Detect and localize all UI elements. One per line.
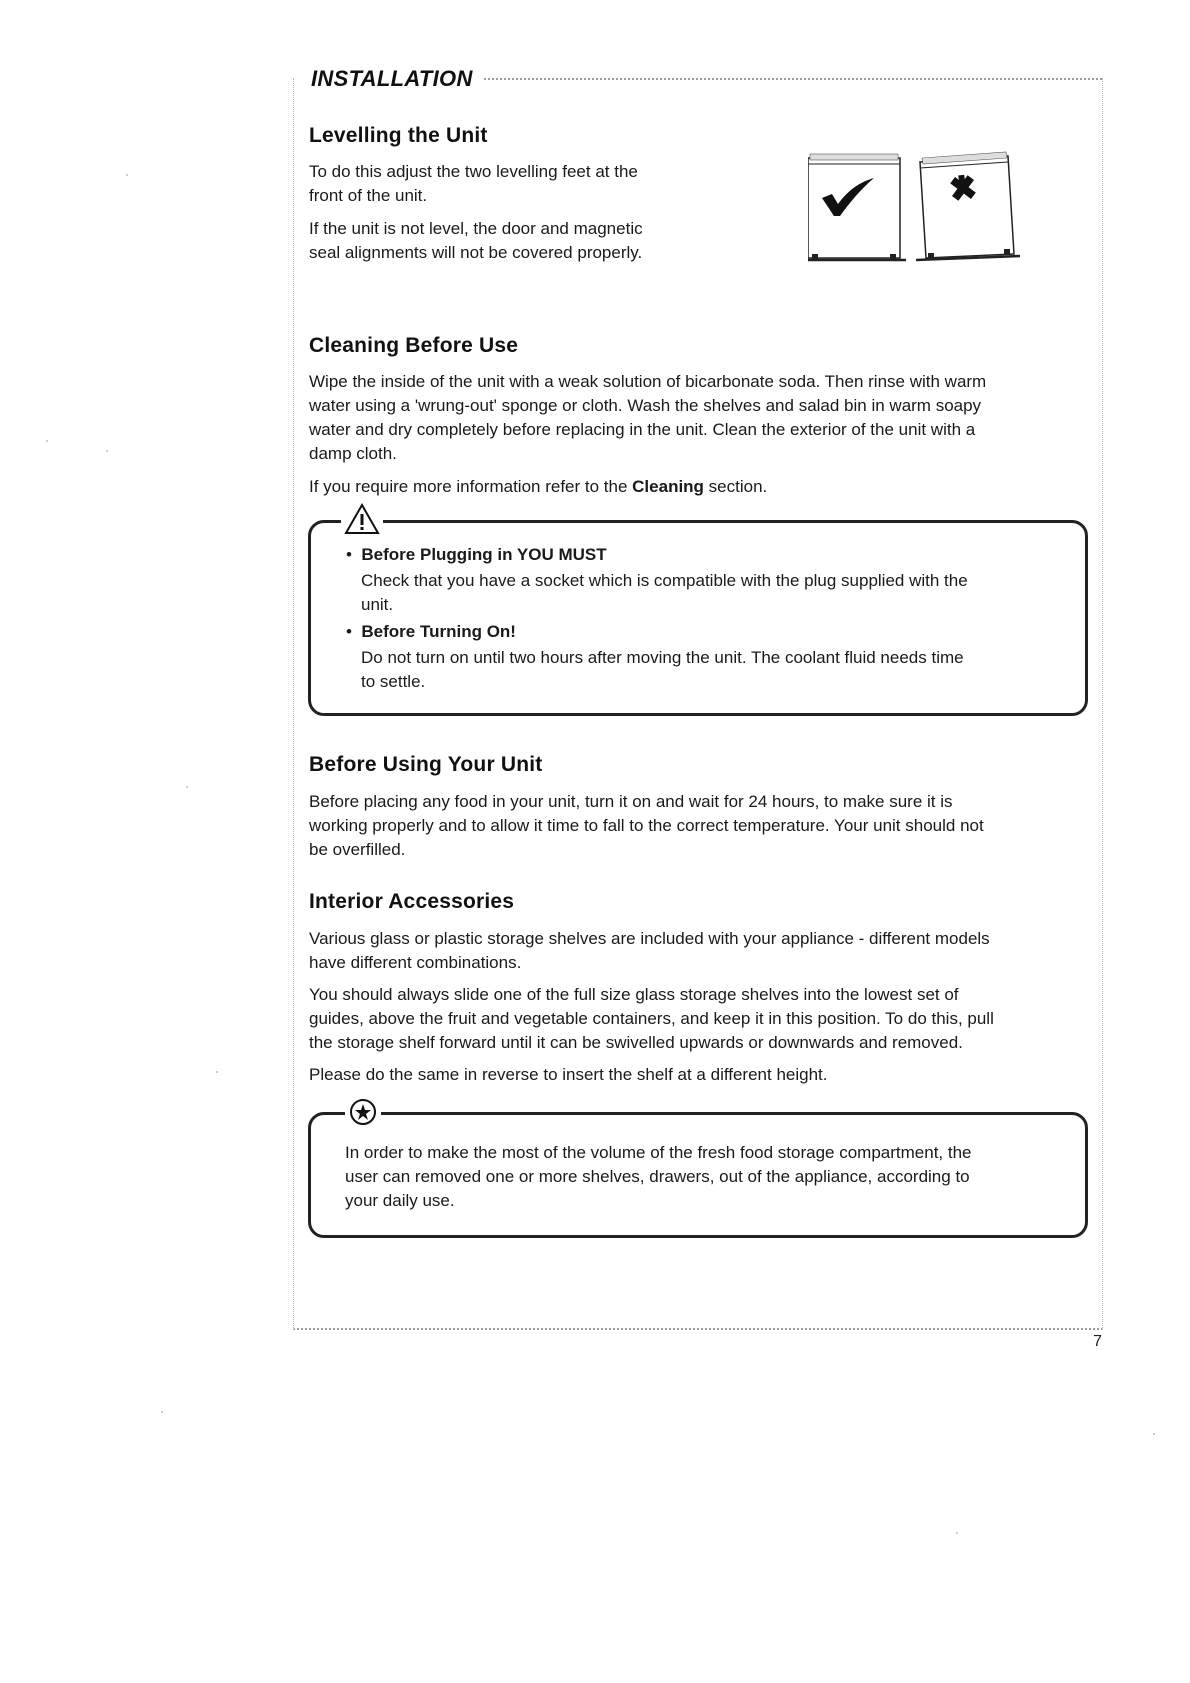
- levelling-para1-line2: front of the unit.: [309, 186, 428, 205]
- cleaning-heading: Cleaning Before Use: [309, 334, 519, 357]
- accessories-para1-line2: have different combinations.: [309, 953, 522, 972]
- scan-speck: [186, 786, 188, 788]
- cleaning-para1-line3: water and dry completely before replacing in the unit. Clean the exterior of the unit with a: [309, 420, 976, 439]
- accessories-para1-line1: Various glass or plastic storage shelves are included with your appliance - different models: [309, 929, 990, 948]
- cleaning-para2-suffix: section.: [703, 477, 768, 496]
- scan-speck: [216, 1071, 218, 1073]
- section-header: [293, 66, 1102, 90]
- scan-speck: [161, 1411, 163, 1413]
- level-unit-figure: [808, 154, 906, 260]
- page-title: INSTALLATION: [311, 66, 483, 92]
- warning-item1-title: • Before Plugging in YOU MUST: [346, 545, 607, 564]
- scan-speck: [126, 174, 128, 176]
- tip-box: [308, 1112, 1088, 1238]
- scan-speck: [1153, 1433, 1155, 1435]
- header-rule: [463, 78, 1102, 80]
- tip-line3: your daily use.: [345, 1191, 455, 1210]
- cleaning-link-text: Cleaning: [632, 477, 704, 496]
- cleaning-para2-prefix: If you require more information refer to the: [309, 477, 633, 496]
- warning-box: [308, 520, 1088, 716]
- before-using-line1: Before placing any food in your unit, turn it on and wait for 24 hours, to make sure it is: [309, 792, 953, 811]
- warning-item2-title-text: Before Turning On!: [361, 622, 516, 641]
- warning-item1-title-text: Before Plugging in YOU MUST: [361, 545, 607, 564]
- scan-speck: [106, 450, 108, 452]
- accessories-para3: Please do the same in reverse to insert the shelf at a different height.: [309, 1065, 828, 1084]
- warning-item2-title: • Before Turning On!: [346, 622, 516, 641]
- scan-speck: [46, 440, 48, 442]
- before-using-heading: Before Using Your Unit: [309, 753, 543, 776]
- cleaning-para1-line1: Wipe the inside of the unit with a weak solution of bicarbonate soda. Then rinse with warm: [309, 372, 987, 391]
- levelling-para1-line1: To do this adjust the two levelling feet at the: [309, 162, 638, 181]
- before-using-line2: working properly and to allow it time to fall to the correct temperature. Your unit should not: [309, 816, 984, 835]
- accessories-para2-line1: You should always slide one of the full size glass storage shelves into the lowest set of: [309, 985, 959, 1004]
- levelling-heading: Levelling the Unit: [309, 124, 488, 147]
- accessories-para2-line2: guides, above the fruit and vegetable containers, and keep it in this position. To do this, pull: [309, 1009, 994, 1028]
- before-using-line3: be overfilled.: [309, 840, 406, 859]
- warning-item1-line1: Check that you have a socket which is compatible with the plug supplied with the: [361, 571, 968, 590]
- cleaning-para2: [309, 475, 767, 499]
- tip-star-icon: [345, 1097, 381, 1132]
- warning-item1-line2: unit.: [361, 595, 394, 614]
- scan-speck: [956, 1532, 958, 1534]
- warning-triangle-icon: [341, 503, 383, 540]
- page-number: 7: [1093, 1333, 1102, 1350]
- tip-line1: In order to make the most of the volume of the fresh food storage compartment, the: [345, 1143, 972, 1162]
- cleaning-para1-line4: damp cloth.: [309, 444, 397, 463]
- warning-item2-line1: Do not turn on until two hours after moving the unit. The coolant fluid needs time: [361, 648, 964, 667]
- levelling-para2-line2: seal alignments will not be covered properly.: [309, 243, 643, 262]
- accessories-heading: Interior Accessories: [309, 890, 515, 913]
- levelling-para2-line1: If the unit is not level, the door and magnetic: [309, 219, 643, 238]
- accessories-para2-line3: the storage shelf forward until it can be swivelled upwards or downwards and removed.: [309, 1033, 963, 1052]
- levelling-illustration: [808, 150, 1028, 275]
- cleaning-para1-line2: water using a 'wrung-out' sponge or cloth. Wash the shelves and salad bin in warm soapy: [309, 396, 982, 415]
- tilted-unit-figure: [916, 152, 1020, 260]
- tip-line2: user can removed one or more shelves, drawers, out of the appliance, according to: [345, 1167, 970, 1186]
- warning-item2-line2: to settle.: [361, 672, 426, 691]
